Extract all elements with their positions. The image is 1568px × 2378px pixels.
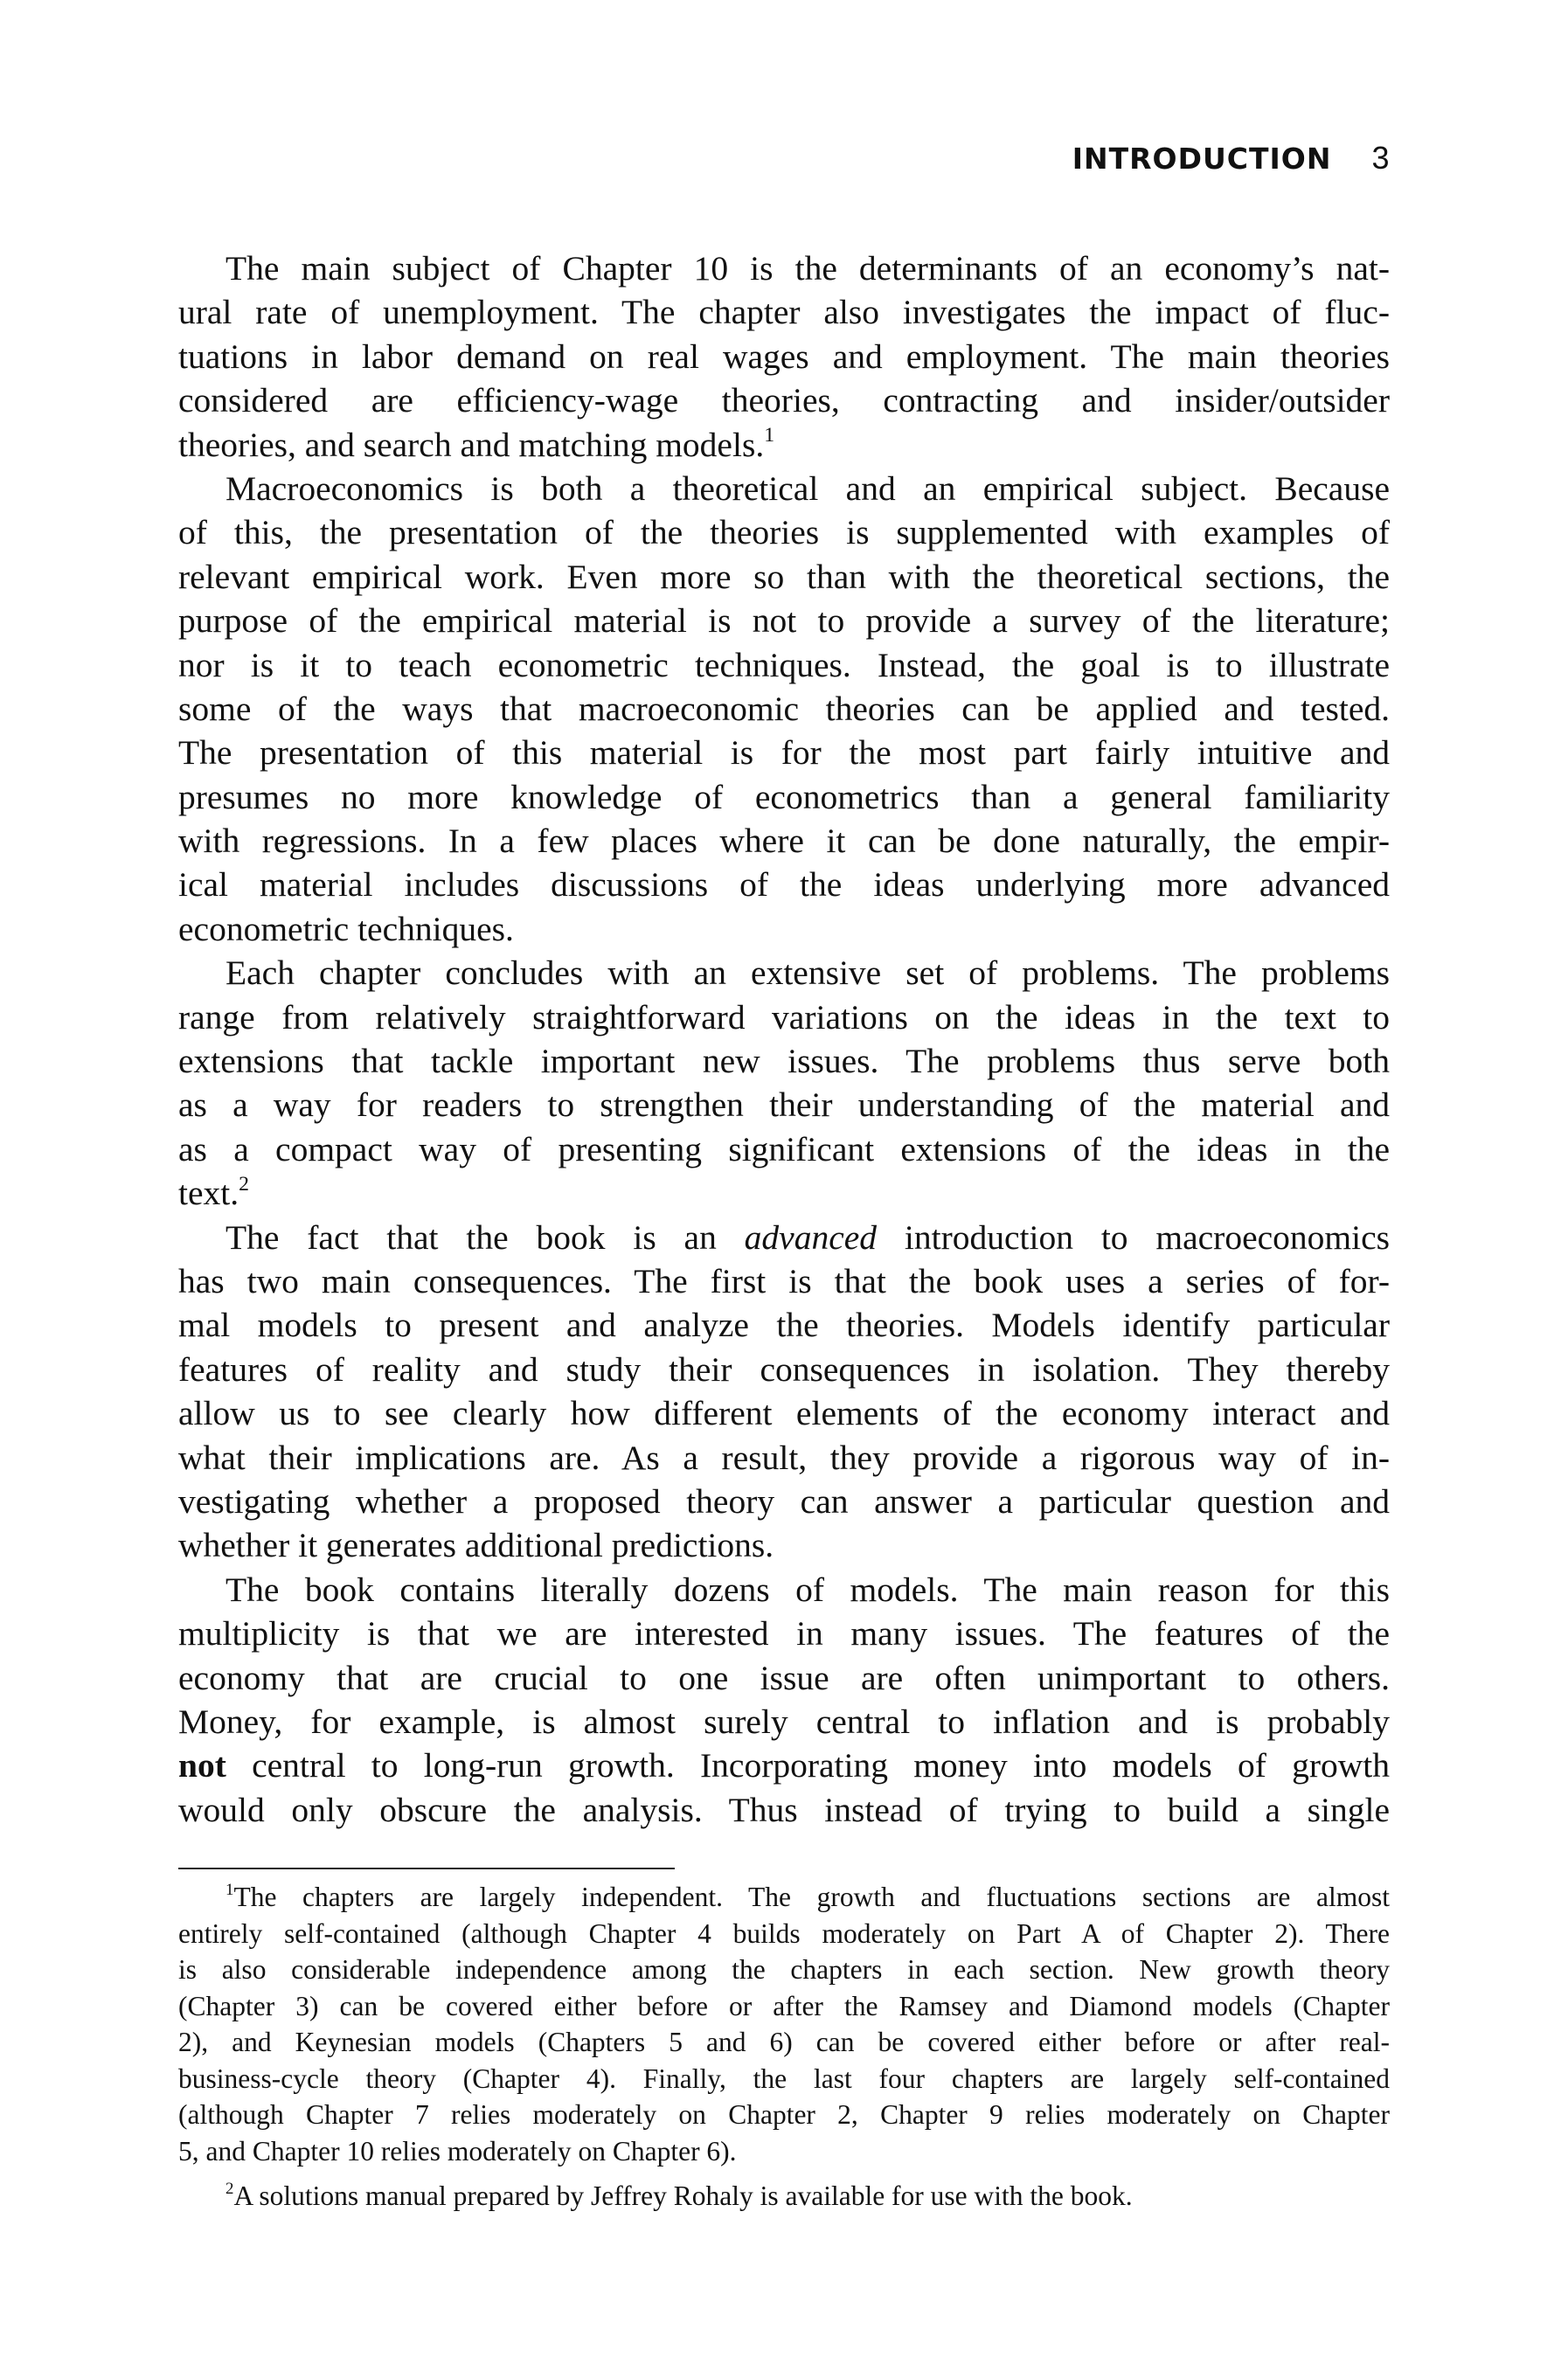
text-line: ical material includes discussions of the ideas underlying more advanced	[178, 865, 1390, 905]
text-line: of this, the presentation of the theories is supplemented with examples of	[178, 513, 1390, 552]
text-line	[178, 2178, 1390, 2215]
text-line: would only obscure the analysis. Thus instead of trying to build a single	[178, 1790, 1390, 1829]
text-line: Each chapter concludes with an extensive set of problems. The problems	[225, 953, 1390, 993]
text-line: mal models to present and analyze the theories. Models identify particular	[178, 1306, 1390, 1345]
text-line: multiplicity is that we are interested in many issues. The features of the	[178, 1614, 1390, 1654]
text-line: econometric techniques.	[178, 909, 514, 948]
text-line: The main subject of Chapter 10 is the determinants of an economy’s nat-	[225, 249, 1390, 288]
text-line: allow us to see clearly how different elements of the economy interact and	[178, 1394, 1390, 1433]
text-line: features of reality and study their consequences in isolation. They thereby	[178, 1349, 1390, 1389]
text-line: what their implications are. As a result, they provide a rigorous way of in-	[178, 1438, 1390, 1477]
emphasis-advanced: advanced	[744, 1217, 878, 1257]
text-line: (Chapter 3) can be covered either before or after the Ramsey and Diamond models (Chapter	[178, 1990, 1390, 2021]
footnote-marker-1: 1	[225, 1880, 234, 1899]
text-line: whether it generates additional predictions.	[178, 1526, 774, 1565]
text-line: has two main consequences. The first is that the book uses a series of for-	[178, 1261, 1390, 1300]
text-span: introduction to macroeconomics	[877, 1217, 1390, 1257]
text-line	[178, 1216, 1390, 1259]
paragraph-3	[178, 951, 1390, 1215]
footnote-1	[178, 1879, 1390, 2169]
running-head	[1072, 140, 1390, 177]
text-span: text.	[178, 1174, 239, 1213]
text-line: 5, and Chapter 10 relies moderately on Chapter 6).	[178, 2135, 737, 2167]
text-line: (although Chapter 7 relies moderately on Chapter 2, Chapter 9 relies moderately on Chapter	[178, 2099, 1390, 2130]
paragraph-4	[178, 1216, 1390, 1568]
text-line: as a way for readers to strengthen their understanding of the material and	[178, 1085, 1390, 1125]
text-line: entirely self-contained (although Chapter 4 builds moderately on Part A of Chapter 2). There	[178, 1917, 1390, 1949]
footnote-2	[178, 2178, 1390, 2215]
text-line: with regressions. In a few places where it can be done naturally, the empir-	[178, 822, 1390, 861]
footnote-marker-2: 2	[225, 2179, 234, 2198]
text-line: presumes no more knowledge of econometrics than a general familiarity	[178, 777, 1390, 816]
text-line: The book contains literally dozens of models. The main reason for this	[225, 1570, 1390, 1609]
text-line: Money, for example, is almost surely central to inflation and is probably	[178, 1702, 1390, 1741]
text-line	[178, 423, 1390, 467]
text-line: tuations in labor demand on real wages and employment. The main theories	[178, 336, 1390, 376]
paragraph-1	[178, 246, 1390, 467]
text-line: relevant empirical work. Even more so than with the theoretical sections, the	[178, 557, 1390, 596]
text-line: is also considerable independence among the chapters in each section. New growth theory	[178, 1954, 1390, 1985]
page-number: 3	[1371, 140, 1390, 176]
footnote-ref-1[interactable]: 1	[764, 423, 775, 447]
bold-word-not: not	[178, 1746, 226, 1785]
text-line: 2), and Keynesian models (Chapters 5 and 6) can be covered either before or after real-	[178, 2027, 1390, 2057]
text-line: purpose of the empirical material is not to provide a survey of the literature;	[178, 601, 1390, 641]
text-line: as a compact way of presenting significant extensions of the ideas in the	[178, 1129, 1390, 1168]
paragraph-5	[178, 1568, 1390, 1832]
text-line: business-cycle theory (Chapter 4). Finally, the last four chapters are largely self-contained	[178, 2063, 1390, 2094]
footnotes	[178, 1879, 1390, 2215]
text-line: extensions that tackle important new issues. The problems thus serve both	[178, 1042, 1390, 1081]
running-head-title: INTRODUCTION	[1072, 142, 1332, 176]
text-span: The fact that the book is an	[225, 1217, 745, 1257]
footnote-rule	[178, 1868, 675, 1869]
text-line: vestigating whether a proposed theory can answer a particular question and	[178, 1481, 1390, 1521]
text-span: central to long-run growth. Incorporating money into models of growth	[225, 1746, 1390, 1785]
text-line	[178, 1171, 1390, 1215]
text-line: ural rate of unemployment. The chapter also investigates the impact of fluc-	[178, 293, 1390, 332]
text-line	[178, 1879, 1390, 1916]
footnote-ref-2[interactable]: 2	[239, 1172, 249, 1196]
text-line: considered are efficiency-wage theories, contracting and insider/outsider	[178, 381, 1390, 420]
text-line: economy that are crucial to one issue are often unimportant to others.	[178, 1658, 1390, 1697]
body-text	[178, 246, 1390, 1832]
text-line: nor is it to teach econometric techniques. Instead, the goal is to illustrate	[178, 645, 1390, 684]
text-line: The presentation of this material is for the most part fairly intuitive and	[178, 733, 1390, 773]
text-line: some of the ways that macroeconomic theories can be applied and tested.	[178, 689, 1390, 728]
text-line	[178, 1744, 1390, 1787]
text-span: theories, and search and matching models.	[178, 425, 765, 464]
text-span: A solutions manual prepared by Jeffrey Rohaly is available for use with the book.	[233, 2180, 1133, 2211]
paragraph-2	[178, 467, 1390, 951]
text-span: The chapters are largely independent. The growth and fluctuations sections are almost	[233, 1882, 1390, 1912]
text-line: Macroeconomics is both a theoretical and an empirical subject. Because	[225, 468, 1390, 508]
text-line: range from relatively straightforward variations on the ideas in the text to	[178, 997, 1390, 1036]
footnote-gap	[178, 2169, 1390, 2178]
